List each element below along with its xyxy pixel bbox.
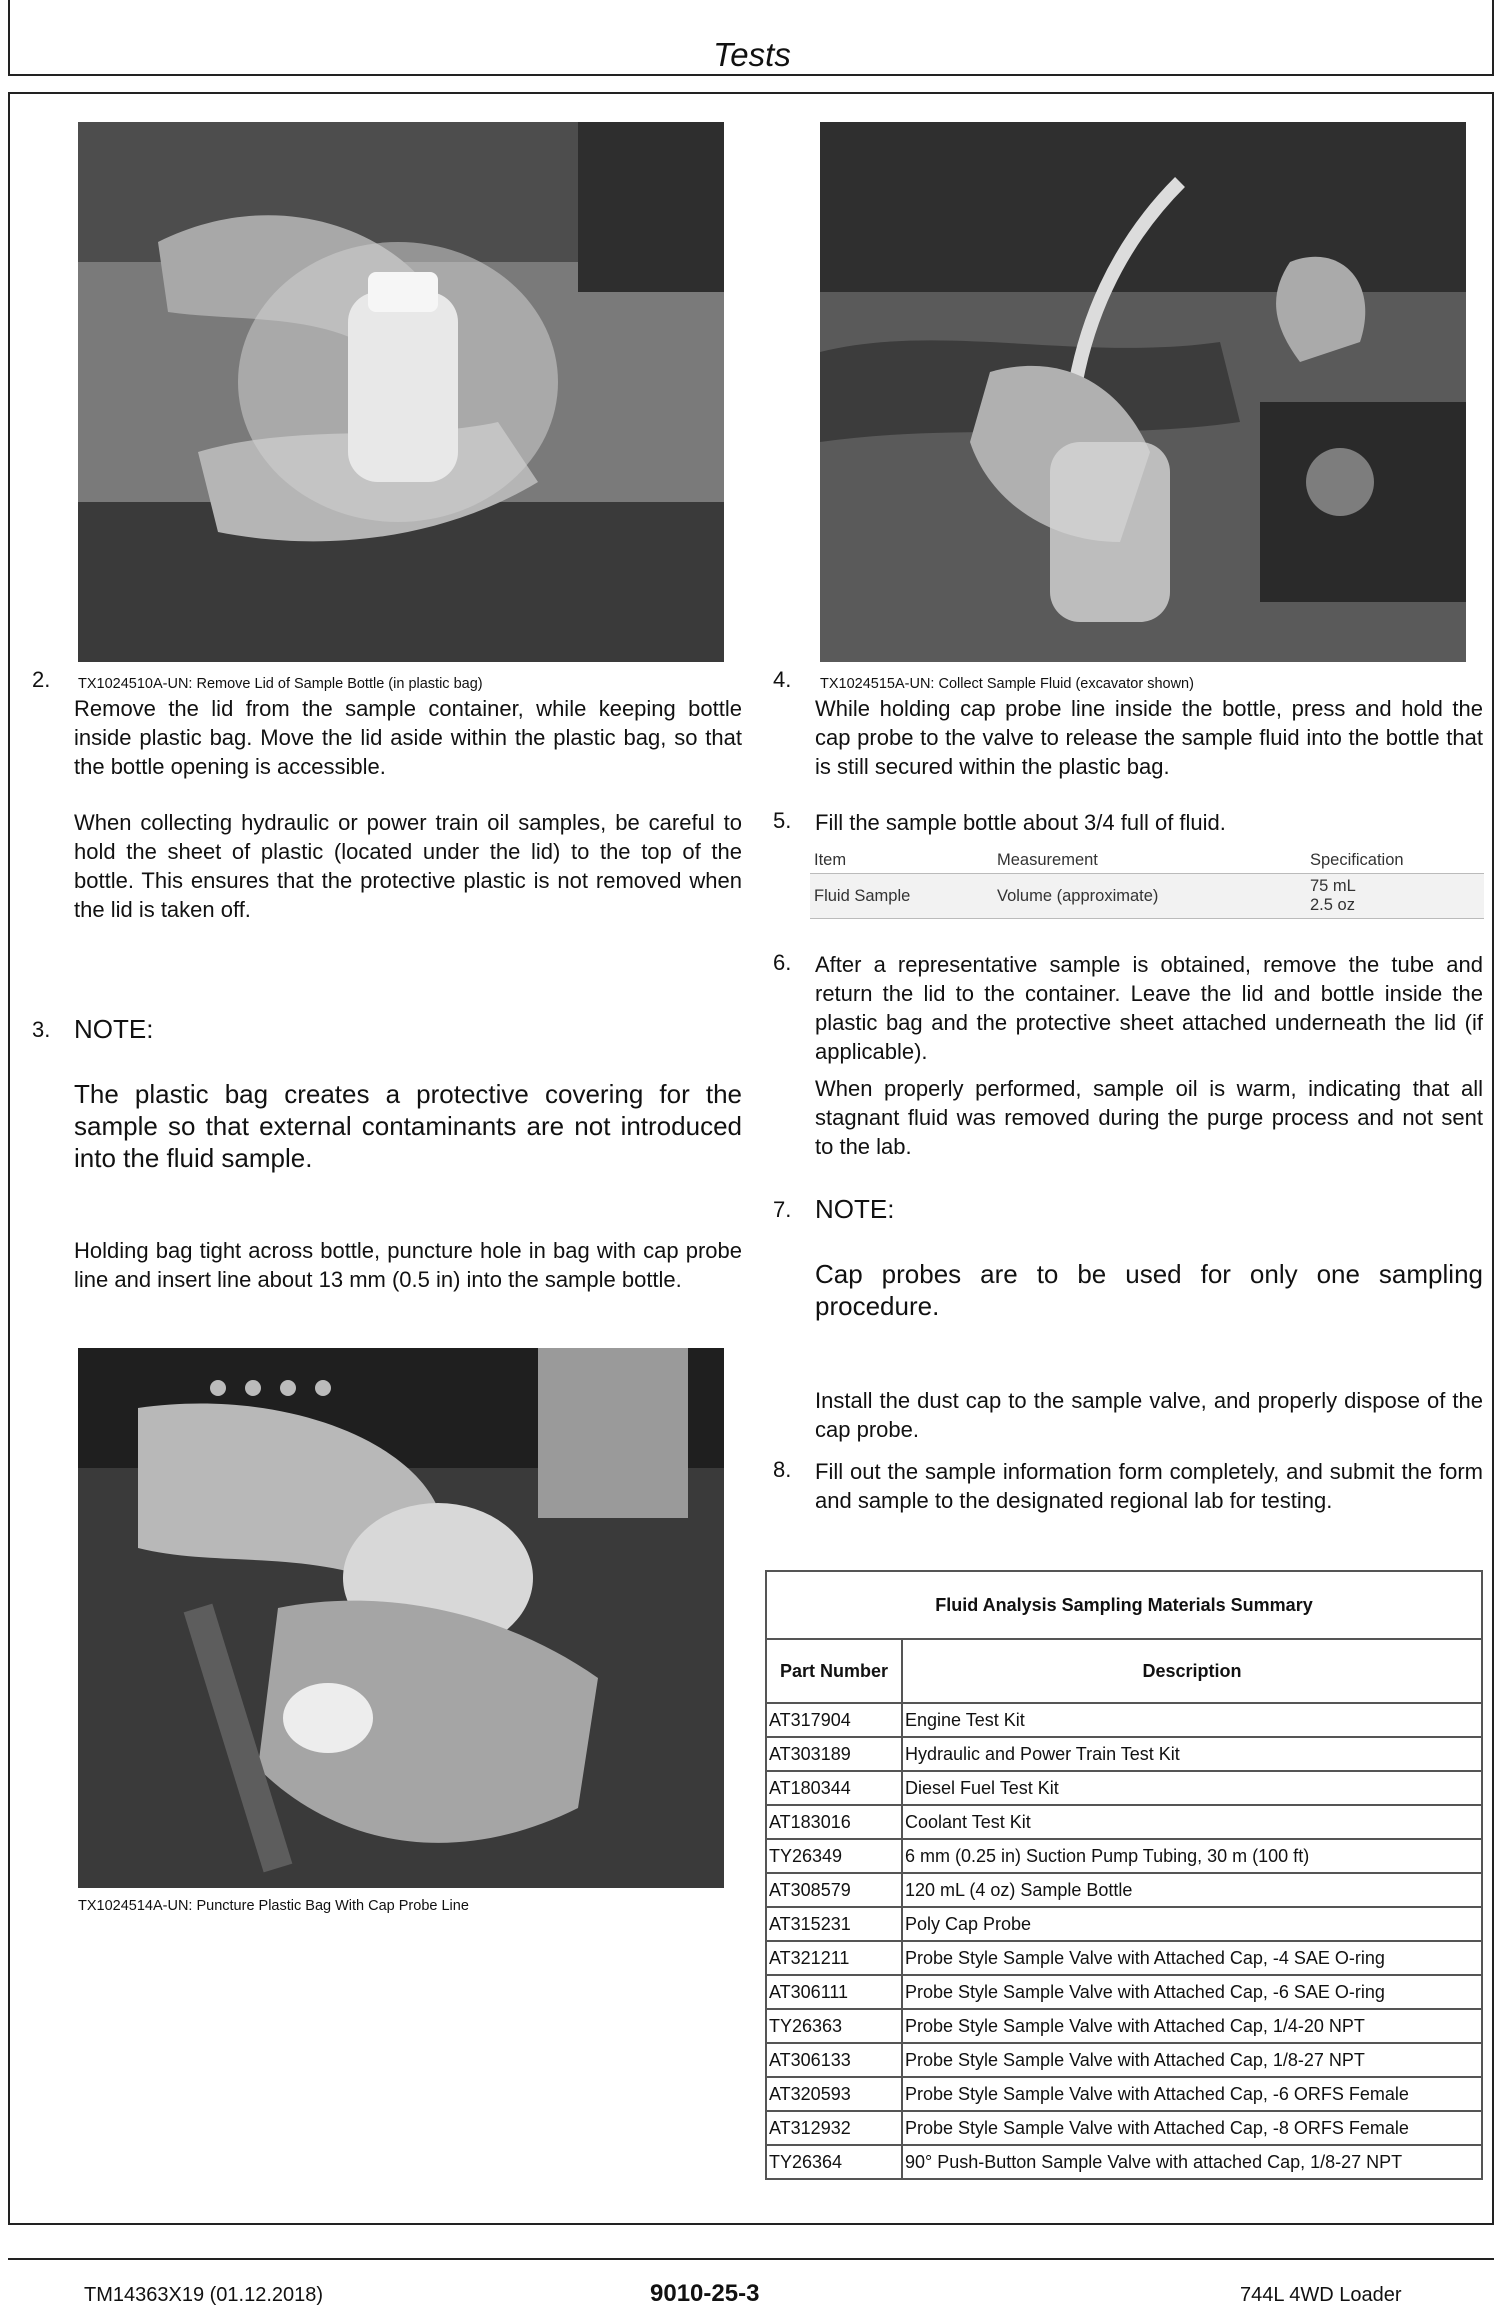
footer-model: 744L 4WD Loader [1240, 2284, 1402, 2306]
table-row [766, 1941, 1482, 1975]
description-cell: 120 mL (4 oz) Sample Bottle [902, 1873, 1482, 1907]
step-number: 3. [32, 1017, 51, 1042]
description-cell: Probe Style Sample Valve with Attached Cap, -6 SAE O-ring [902, 1975, 1482, 2009]
description-cell: 90° Push-Button Sample Valve with attached Cap, 1/8-27 NPT [902, 2145, 1482, 2179]
figure-caption: TX1024515A-UN: Collect Sample Fluid (excavator shown) [820, 676, 1194, 692]
step-2-caution-text: When collecting hydraulic or power train oil samples, be careful to hold the sheet of plastic (located under the lid) to the top of the bottle. This ensures that the protective plastic is not removed when the lid is taken off. [74, 810, 742, 922]
spec-value-metric: 75 mL [1310, 877, 1356, 895]
description-cell: Poly Cap Probe [902, 1907, 1482, 1941]
fluid-sample-spec-table [810, 848, 1484, 919]
description-cell: Diesel Fuel Test Kit [902, 1771, 1482, 1805]
table-row [766, 1771, 1482, 1805]
table-row [766, 1873, 1482, 1907]
note-text: Cap probes are to be used for only one sampling procedure. [815, 1259, 1483, 1321]
part-number-cell: AT180344 [766, 1771, 902, 1805]
table-row [766, 1839, 1482, 1873]
summary-table-title: Fluid Analysis Sampling Materials Summary [766, 1571, 1482, 1639]
part-number-cell: AT303189 [766, 1737, 902, 1771]
table-row [766, 1805, 1482, 1839]
spec-value-imperial: 2.5 oz [1310, 896, 1355, 914]
step-6-result-text: When properly performed, sample oil is warm, indicating that all stagnant fluid was removed during the purge process and not sent to the lab. [815, 1076, 1483, 1159]
table-row [766, 1703, 1482, 1737]
photo-remove-lid [78, 122, 724, 662]
part-number-cell: AT183016 [766, 1805, 902, 1839]
description-cell: Engine Test Kit [902, 1703, 1482, 1737]
part-number-cell: TY26349 [766, 1839, 902, 1873]
photo-puncture-bag [78, 1348, 724, 1888]
footer-divider [8, 2258, 1494, 2260]
table-row [766, 1737, 1482, 1771]
description-cell: Probe Style Sample Valve with Attached Cap, -4 SAE O-ring [902, 1941, 1482, 1975]
part-number-cell: TY26363 [766, 2009, 902, 2043]
figure-caption: TX1024514A-UN: Puncture Plastic Bag With Cap Probe Line [78, 1898, 469, 1914]
table-row [766, 2077, 1482, 2111]
part-number-cell: AT306133 [766, 2043, 902, 2077]
description-cell: Probe Style Sample Valve with Attached Cap, 1/8-27 NPT [902, 2043, 1482, 2077]
step-3-text: Holding bag tight across bottle, puncture hole in bag with cap probe line and insert line about 13 mm (0.5 in) into the sample bottle. [74, 1238, 742, 1292]
step-5-text: Fill the sample bottle about 3/4 full of fluid. [815, 810, 1226, 835]
spec-value [1306, 874, 1484, 919]
step-number: 8. [773, 1457, 792, 1482]
footer-page-number: 9010-25-3 [650, 2280, 760, 2307]
table-row [766, 1907, 1482, 1941]
spec-header-item: Item [810, 848, 993, 874]
step-number: 4. [773, 667, 792, 692]
spec-header-measurement: Measurement [993, 848, 1306, 874]
step-2-text: Remove the lid from the sample container, while keeping bottle inside plastic bag. Move the lid aside within the plastic bag, so that the bottle opening is accessible. [74, 696, 742, 779]
part-number-cell: AT308579 [766, 1873, 902, 1907]
page-title: Tests [713, 36, 791, 73]
column-header-part-number: Part Number [766, 1639, 902, 1703]
spec-header-specification: Specification [1306, 848, 1484, 874]
footer-document-id: TM14363X19 (01.12.2018) [84, 2284, 324, 2306]
column-header-description: Description [902, 1639, 1482, 1703]
step-number: 5. [773, 808, 792, 833]
description-cell: Coolant Test Kit [902, 1805, 1482, 1839]
table-row [766, 2111, 1482, 2145]
step-number: 2. [32, 667, 51, 692]
step-7-text: Install the dust cap to the sample valve, and properly dispose of the cap probe. [815, 1388, 1483, 1442]
part-number-cell: AT312932 [766, 2111, 902, 2145]
step-number: 7. [773, 1197, 792, 1222]
photo-collect-sample [820, 122, 1466, 662]
part-number-cell: AT321211 [766, 1941, 902, 1975]
part-number-cell: AT306111 [766, 1975, 902, 2009]
part-number-cell: AT317904 [766, 1703, 902, 1737]
figure-caption: TX1024510A-UN: Remove Lid of Sample Bottle (in plastic bag) [78, 676, 483, 692]
description-cell: Probe Style Sample Valve with Attached Cap, -8 ORFS Female [902, 2111, 1482, 2145]
step-8-text: Fill out the sample information form completely, and submit the form and sample to the designated regional lab for testing. [815, 1459, 1483, 1513]
part-number-cell: AT320593 [766, 2077, 902, 2111]
description-cell: Hydraulic and Power Train Test Kit [902, 1737, 1482, 1771]
note-label: NOTE: [74, 1014, 154, 1044]
note-text: The plastic bag creates a protective covering for the sample so that external contaminants are not introduced into the fluid sample. [74, 1079, 742, 1173]
table-row [766, 2009, 1482, 2043]
step-4-text: While holding cap probe line inside the bottle, press and hold the cap probe to the valve to release the sample fluid into the bottle that is still secured within the plastic bag. [815, 696, 1483, 779]
step-number: 6. [773, 950, 792, 975]
table-row [766, 2145, 1482, 2179]
description-cell: Probe Style Sample Valve with Attached Cap, 1/4-20 NPT [902, 2009, 1482, 2043]
table-row [766, 2043, 1482, 2077]
description-cell: Probe Style Sample Valve with Attached Cap, -6 ORFS Female [902, 2077, 1482, 2111]
table-row [766, 1975, 1482, 2009]
part-number-cell: AT315231 [766, 1907, 902, 1941]
materials-summary-table [765, 1570, 1483, 2180]
part-number-cell: TY26364 [766, 2145, 902, 2179]
description-cell: 6 mm (0.25 in) Suction Pump Tubing, 30 m (100 ft) [902, 1839, 1482, 1873]
spec-item: Fluid Sample [810, 874, 993, 919]
note-label: NOTE: [815, 1194, 895, 1224]
spec-measurement: Volume (approximate) [993, 874, 1306, 919]
step-6-text: After a representative sample is obtained, remove the tube and return the lid to the container. Leave the lid and bottle inside the plastic bag and the protective sheet attached underneath the lid (if applicable). [815, 952, 1483, 1064]
